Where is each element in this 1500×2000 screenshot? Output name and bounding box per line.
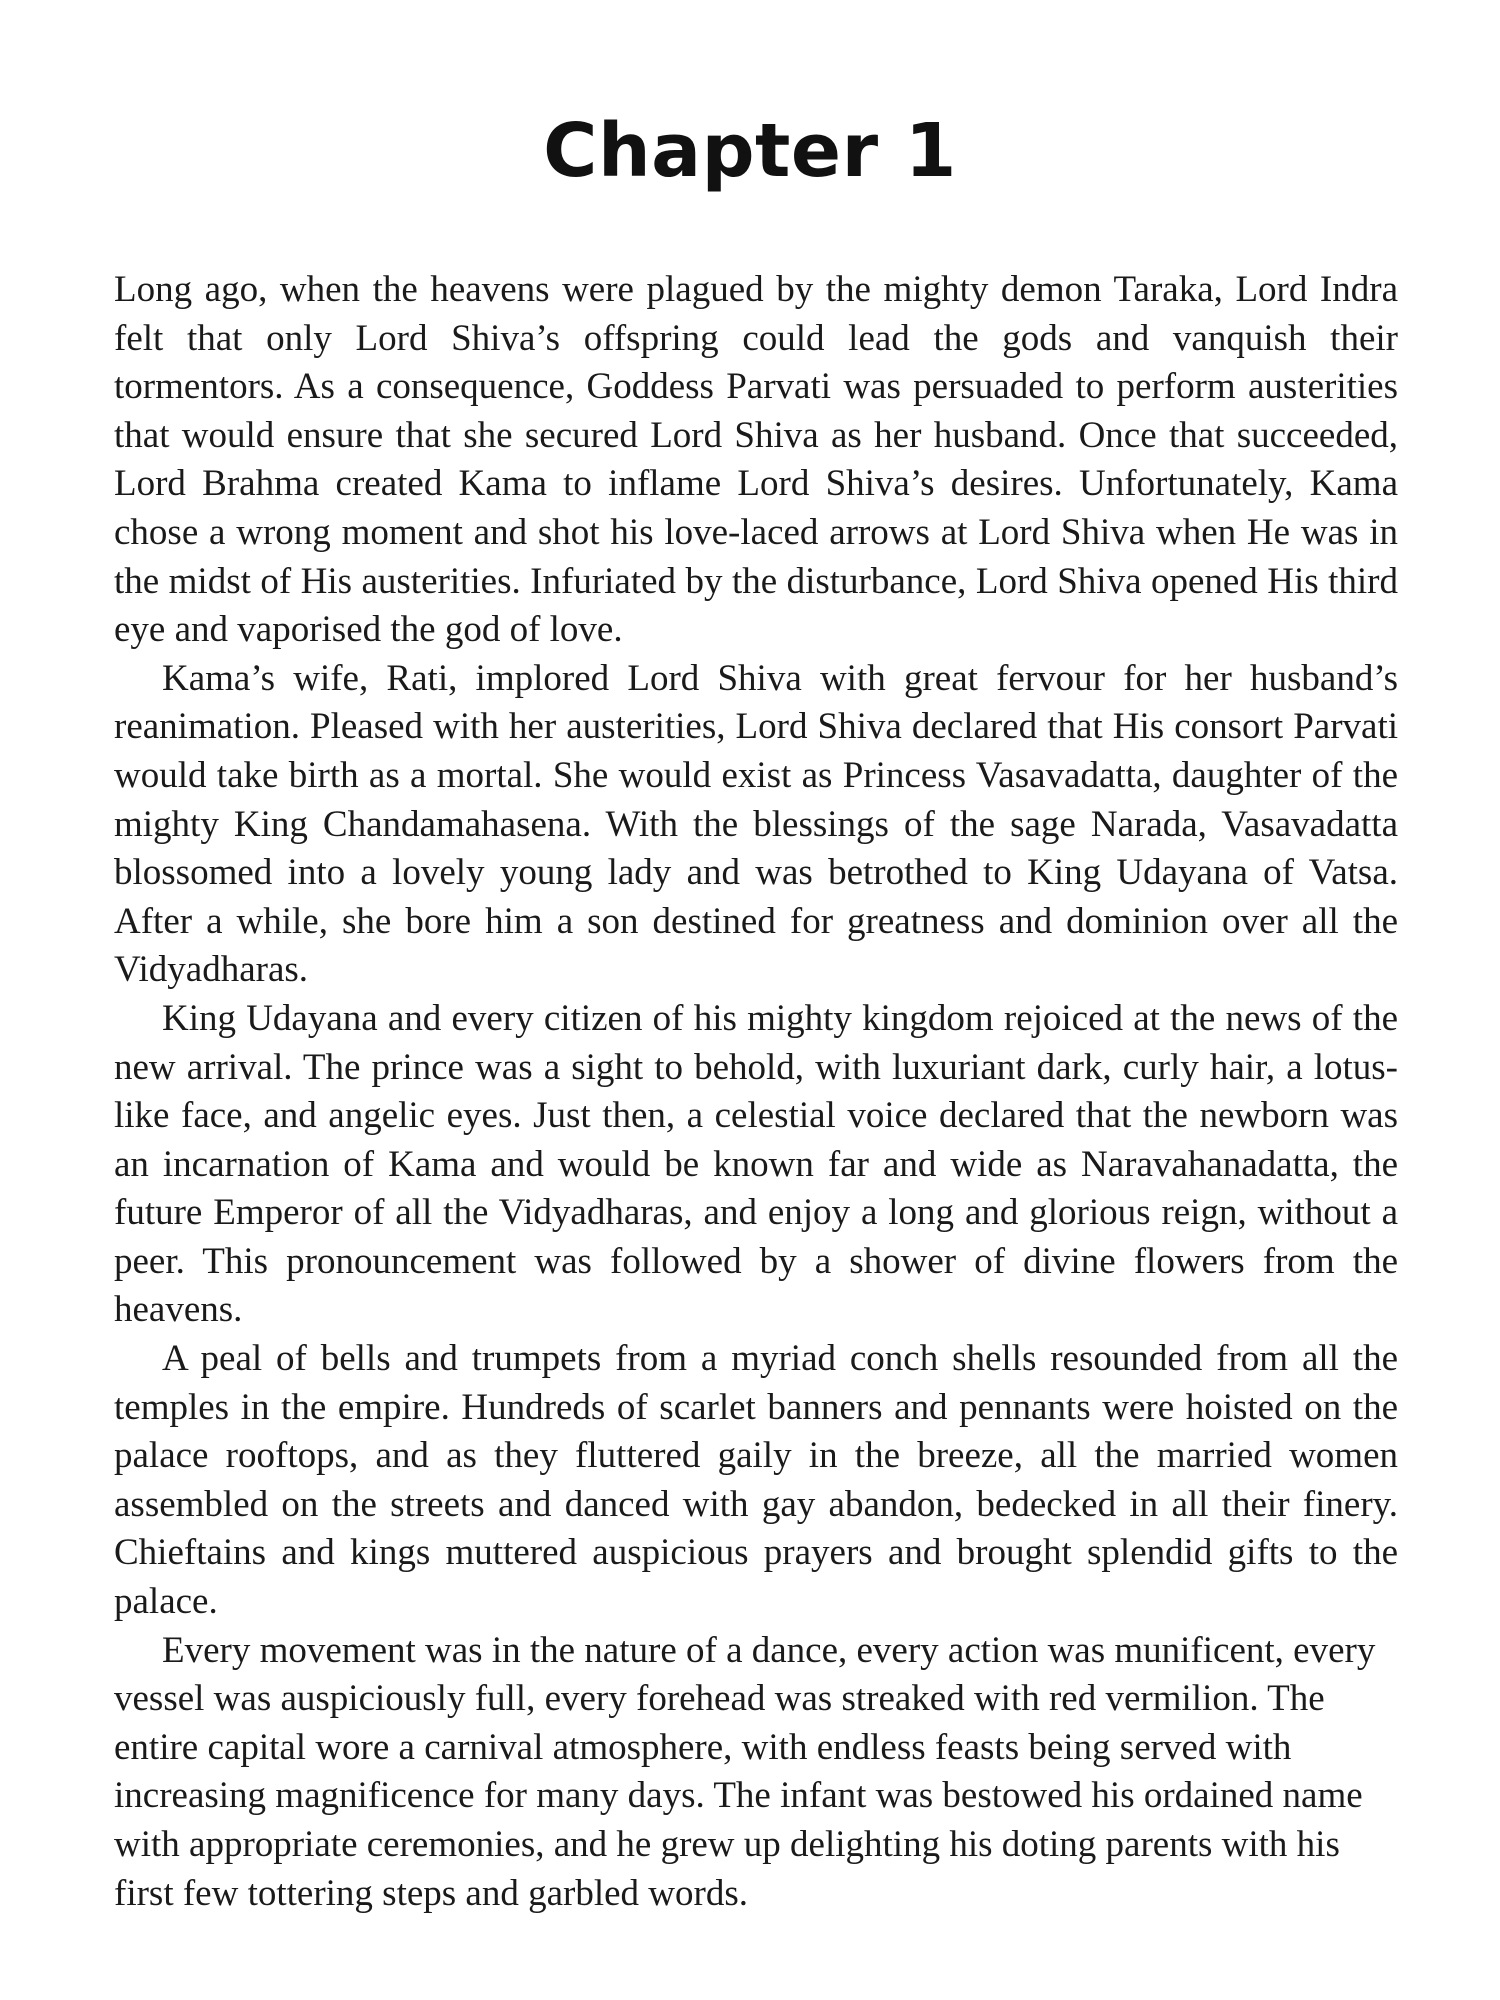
paragraph-3: King Udayana and every citizen of his mighty kingdom rejoiced at the news of the new arrival. The prince was a sight to behold, with luxuriant dark, curly hair, a lotus-like face, and angelic eyes. Just then, a celestial voice declared that the newborn was an incarnation of Kama and would be known far and wide as Naravahanadatta, the future Emperor of all the Vidyadharas, and enjoy a long and glorious reign, without a peer. This pronouncement was followed by a shower of divine flowers from the heavens. — [114, 997, 1398, 1331]
paragraph-2: Kama’s wife, Rati, implored Lord Shiva with great fervour for her husband’s reanimation. Pleased with her austerities, Lord Shiva declared that His consort Parvati would take birth as a mortal. She would exist as Princess Vasavadatta, daughter of the mighty King Chandamahasena. With the blessings of the sage Narada, Vasavadatta blossomed into a lovely young lady and was betrothed to King Udayana of Vatsa. After a while, she bore him a son destined for greatness and dominion over all the Vidyadharas. — [114, 657, 1398, 991]
paragraph-5: Every movement was in the nature of a dance, every action was munificent, every vessel was auspiciously full, every forehead was streaked with red vermilion. The entire capital wore a carnival atmosphere, with endless feasts being served with increasing magnificence for many days. The infant was bestowed his ordained name with appropriate ceremonies, and he grew up delighting his doting parents with his first few tottering steps and garbled words. — [114, 1629, 1376, 1914]
paragraph-1: Long ago, when the heavens were plagued by the mighty demon Taraka, Lord Indra felt that only Lord Shiva’s offspring could lead the gods and vanquish their tormentors. As a consequence, Goddess Parvati was persuaded to perform austerities that would ensure that she secured Lord Shiva as her husband. Once that succeeded, Lord Brahma created Kama to inflame Lord Shiva’s desires. Unfortunately, Kama chose a wrong moment and shot his love-laced arrows at Lord Shiva when He was in the midst of His austerities. Infuriated by the disturbance, Lord Shiva opened His third eye and vaporised the god of love. — [114, 269, 1398, 651]
paragraph-4: A peal of bells and trumpets from a myriad conch shells resounded from all the temples in the empire. Hundreds of scarlet banners and pennants were hoisted on the palace rooftops, and as they fluttered gaily in the breeze, all the married women assembled on the streets and danced with gay abandon, bedecked in all their finery. Chieftains and kings muttered auspicious prayers and brought splendid gifts to the palace. — [114, 1338, 1398, 1623]
chapter-body — [114, 266, 1398, 1918]
chapter-title: Chapter 1 — [543, 108, 957, 194]
